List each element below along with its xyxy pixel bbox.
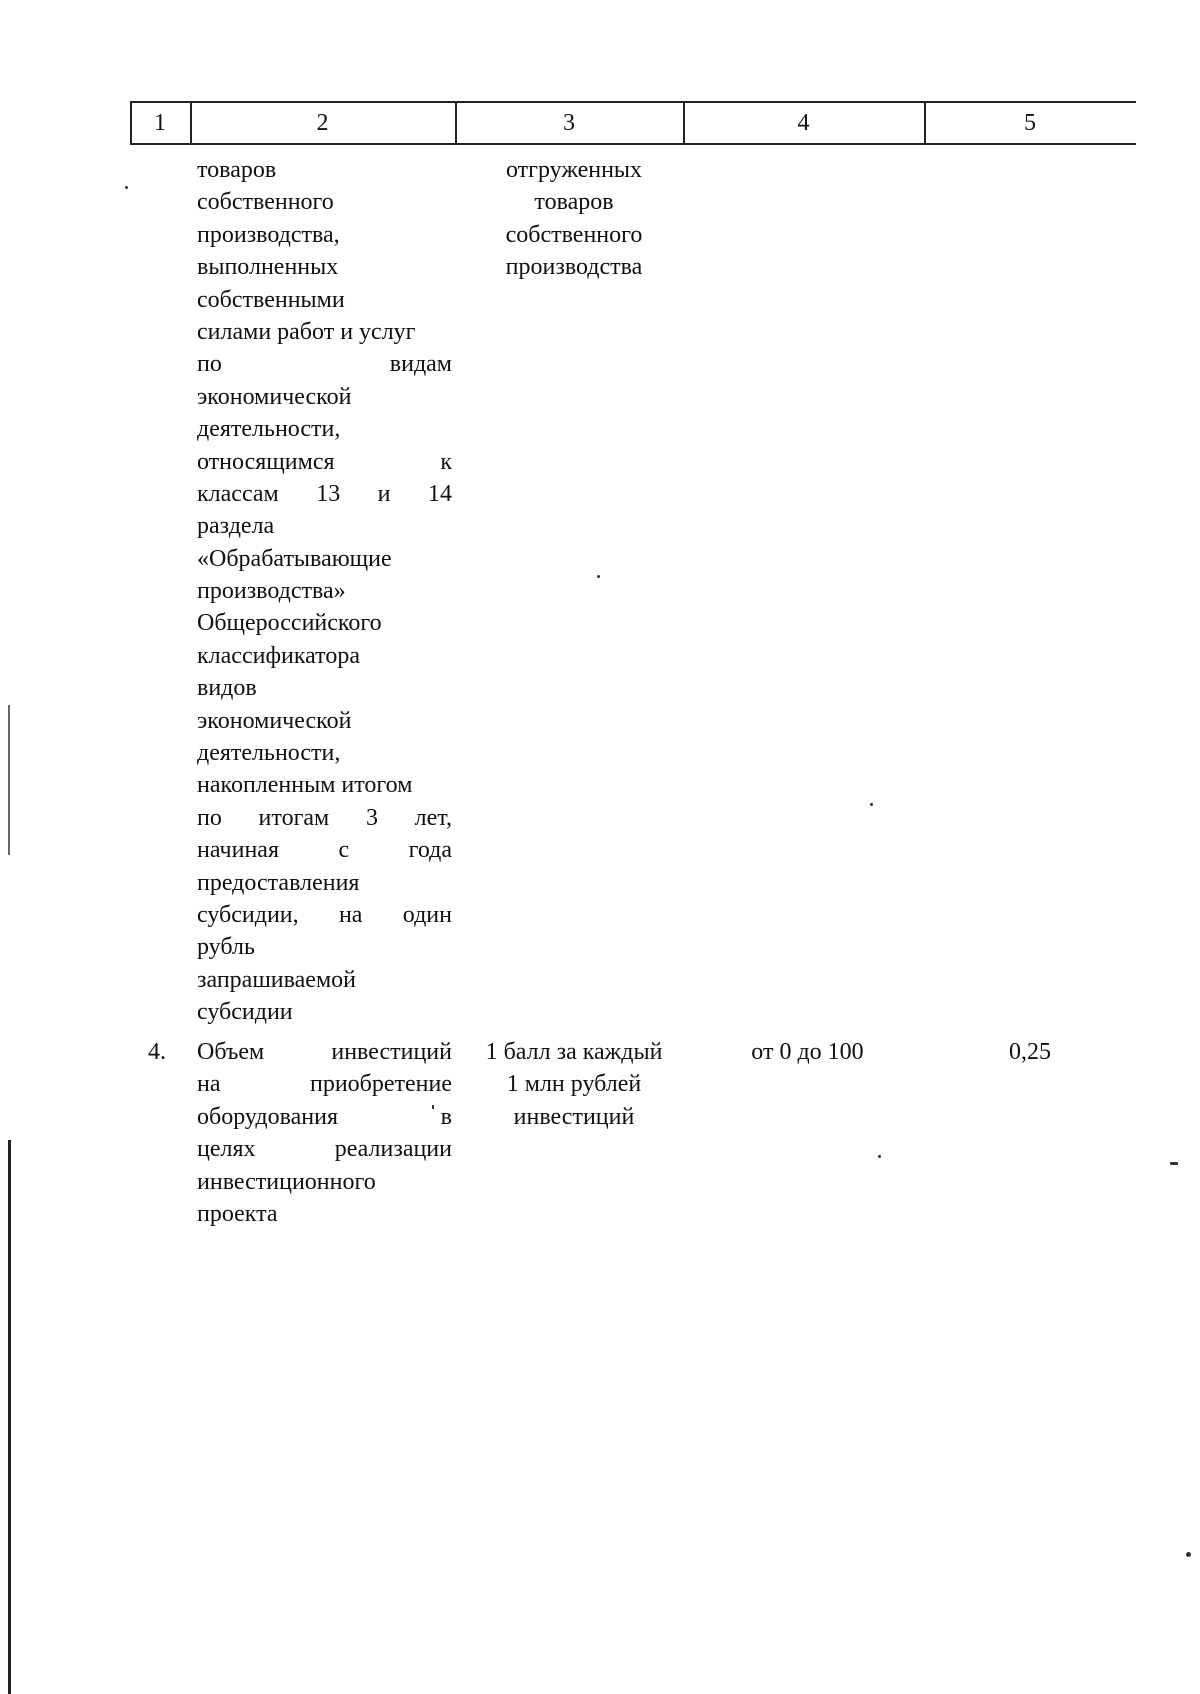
text-word: субсидии, — [197, 901, 299, 928]
text-line — [197, 186, 452, 218]
text-line — [197, 1198, 452, 1230]
text-word: предоставления — [197, 869, 360, 896]
text-line — [197, 640, 452, 672]
text-word: собственного — [197, 189, 334, 216]
text-word: реализации — [334, 1136, 452, 1163]
text-word: инвестиционного — [197, 1168, 376, 1195]
text-word: относящимся — [197, 448, 335, 475]
text-line — [197, 381, 452, 413]
text-line — [197, 1036, 452, 1068]
text-word: производства» — [197, 578, 346, 605]
text-word: года — [408, 837, 452, 864]
text-word: классам — [197, 480, 279, 507]
header-cell-1: 1 — [154, 110, 166, 136]
text-line — [197, 575, 452, 607]
row-4-weight: 0,25 — [1009, 1039, 1051, 1065]
text-line: 1 млн рублей — [506, 1071, 642, 1098]
text-line: 1 балл за каждый — [485, 1039, 663, 1065]
text-line — [197, 607, 452, 639]
text-word: товаров — [197, 157, 277, 183]
text-line — [197, 1101, 452, 1133]
row-4-unit-text — [458, 1036, 690, 1133]
text-word: накопленным итогом — [197, 772, 413, 799]
text-line — [197, 543, 452, 575]
text-word: производства, — [197, 221, 340, 248]
text-line — [197, 1133, 452, 1165]
text-line — [197, 996, 452, 1028]
text-word: по — [197, 351, 222, 378]
text-word: экономической — [197, 383, 352, 410]
text-word: один — [402, 901, 452, 928]
table-header — [130, 101, 1136, 145]
header-cell-3: 3 — [563, 110, 575, 136]
text-line: товаров — [534, 189, 614, 216]
text-line: отгруженных — [505, 157, 643, 183]
text-word: инвестиций — [331, 1039, 452, 1065]
text-word: оборудования — [197, 1103, 338, 1130]
text-line — [197, 1166, 452, 1198]
text-line — [197, 154, 452, 186]
text-line — [197, 867, 452, 899]
text-word: к — [440, 448, 452, 475]
text-word: приобретение — [309, 1071, 452, 1098]
text-word: итогам — [258, 804, 330, 831]
text-word: Объем — [197, 1039, 265, 1065]
text-word: экономической — [197, 707, 352, 734]
text-word: деятельности, — [197, 740, 341, 767]
text-word: видам — [389, 351, 452, 378]
text-line — [197, 348, 452, 380]
text-line — [197, 478, 452, 510]
scan-edge-mark — [8, 1140, 11, 1694]
text-line — [197, 834, 452, 866]
scan-speck — [878, 1155, 881, 1158]
text-word: силами работ и услуг — [197, 318, 416, 345]
text-word: по — [197, 804, 222, 831]
text-word: раздела — [197, 513, 275, 540]
text-line — [197, 284, 452, 316]
text-word: в — [440, 1103, 452, 1130]
text-word: целях — [197, 1136, 256, 1163]
continued-unit-text — [458, 154, 690, 284]
text-line — [197, 931, 452, 963]
text-word: Общероссийского — [197, 610, 382, 637]
text-line — [197, 964, 452, 996]
text-word: с — [338, 837, 350, 864]
text-line — [197, 769, 452, 801]
text-line: инвестиций — [513, 1103, 635, 1130]
text-word: видов — [197, 675, 257, 702]
text-word: выполненных — [197, 254, 339, 281]
text-word: проекта — [197, 1200, 278, 1227]
scan-speck — [1170, 1162, 1178, 1165]
row-4-number: 4. — [148, 1039, 166, 1065]
text-line — [197, 802, 452, 834]
text-line — [197, 219, 452, 251]
text-word: собственными — [197, 286, 345, 313]
row-4-criterion-text — [197, 1036, 452, 1230]
text-line — [197, 1068, 452, 1100]
scan-speck — [432, 1105, 434, 1109]
text-line: производства — [505, 254, 643, 281]
row-4-range: от 0 до 100 — [751, 1039, 864, 1065]
text-word: рубль — [197, 934, 255, 961]
text-word: 14 — [427, 480, 452, 507]
text-line — [197, 510, 452, 542]
header-cell-5: 5 — [1024, 110, 1036, 136]
scan-speck — [1186, 1552, 1191, 1557]
text-word: классификатора — [197, 642, 360, 669]
text-line: собственного — [505, 221, 643, 248]
scan-edge-mark — [8, 705, 10, 855]
text-word: деятельности, — [197, 416, 341, 443]
text-word: начиная — [197, 837, 279, 864]
text-word: лет, — [414, 804, 452, 831]
header-cell-4: 4 — [797, 110, 810, 136]
text-word: и — [377, 480, 391, 507]
header-cell-2: 2 — [316, 110, 329, 136]
text-word: 3 — [365, 804, 378, 831]
text-word: «Обрабатывающие — [197, 545, 392, 572]
text-line — [197, 446, 452, 478]
scan-speck — [597, 575, 600, 578]
text-word: запрашиваемой — [197, 966, 356, 993]
text-line — [197, 899, 452, 931]
text-word: субсидии — [197, 999, 293, 1026]
text-line — [197, 251, 452, 283]
text-line — [197, 737, 452, 769]
text-word: 13 — [316, 480, 341, 507]
text-line — [197, 316, 452, 348]
text-line — [197, 413, 452, 445]
continued-criterion-text — [197, 154, 452, 1029]
text-word: на — [338, 901, 363, 928]
scan-speck — [870, 803, 873, 806]
text-line — [197, 672, 452, 704]
scan-speck — [125, 186, 128, 189]
text-word: на — [197, 1071, 221, 1098]
text-line — [197, 705, 452, 737]
